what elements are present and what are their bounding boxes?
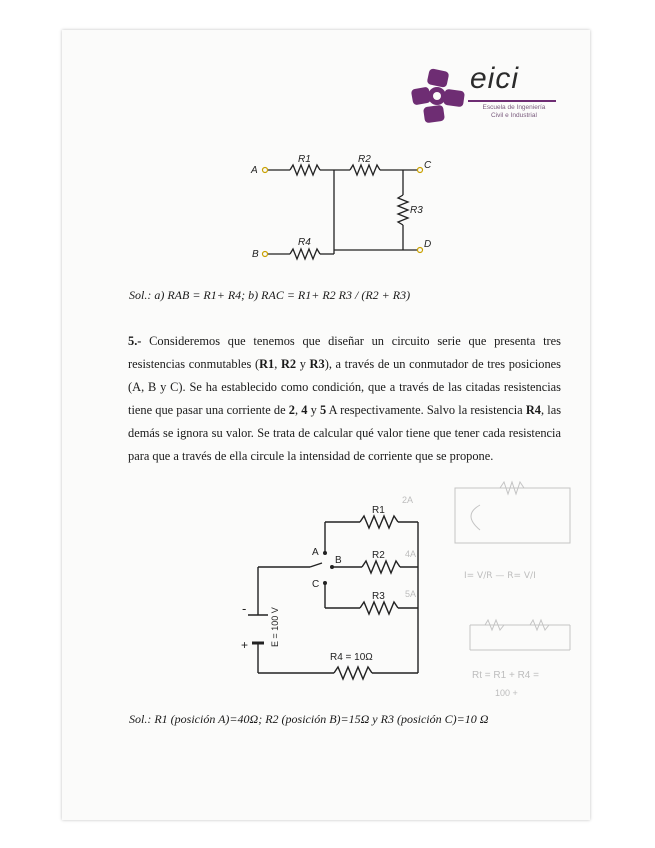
problem-text: Consideremos que tenemos que diseñar un circuito serie que presenta tres resistencias conmutables (: [128, 334, 561, 371]
terminal-d-label: D: [424, 239, 432, 250]
c2-r3-label: R3: [372, 591, 385, 602]
handwritten-sketches: [450, 460, 580, 700]
logo-subtitle: [472, 104, 556, 120]
c2-resistor-r1: [360, 516, 398, 528]
switch-pos-a: A: [312, 547, 319, 558]
problem-sep: y: [307, 403, 320, 417]
hw-current-4a: 4A: [405, 549, 417, 559]
c2-r2-label: R2: [372, 550, 385, 561]
resistor-r4: [290, 249, 320, 259]
eici-logo: [410, 62, 560, 128]
logo-wordmark: eici: [470, 62, 520, 95]
circuit-diagram-2: [230, 495, 440, 695]
resistor-r3: [398, 195, 408, 225]
logo-subtitle-line2: Civil e Industrial: [491, 112, 537, 119]
logo-rule: [468, 100, 556, 102]
terminal-c-node: [418, 168, 423, 173]
switch-contact-c: [323, 581, 327, 585]
c2-r1-label: R1: [372, 505, 385, 516]
problem-text: A respectivamente. Salvo la resistencia: [326, 403, 526, 417]
terminal-c-label: C: [424, 160, 432, 171]
battery-minus: -: [242, 601, 247, 616]
problem-r2: R2: [280, 357, 297, 371]
problem-current-2: 4: [301, 403, 308, 417]
circuit-diagram-1: [240, 150, 440, 265]
problem-sep: ,: [294, 403, 302, 417]
problem-current-1: 2: [288, 403, 295, 417]
terminal-b-node: [263, 252, 268, 257]
problem-r3: R3: [309, 357, 325, 371]
c2-resistor-r3: [360, 602, 398, 614]
problem-sep: ,: [274, 357, 281, 371]
switch-pos-c: C: [312, 579, 320, 590]
logo-subtitle-line1: Escuela de Ingeniería: [482, 104, 546, 111]
terminal-a-node: [263, 168, 268, 173]
hw-hundred: 100 +: [495, 688, 518, 698]
switch-pos-b: B: [335, 555, 342, 566]
r1-label: R1: [298, 154, 311, 165]
switch-contact-b: [330, 565, 334, 569]
r3-label: R3: [410, 205, 423, 216]
r4-label: R4: [298, 237, 311, 248]
hw-ohm-law: I= V/R — R= V/I: [464, 571, 536, 581]
terminal-a-label: A: [251, 165, 258, 176]
problem-5-paragraph: [128, 330, 561, 468]
c2-r4-label: R4 = 10Ω: [330, 652, 373, 663]
problem-sep: y: [296, 357, 310, 371]
solution-2: Sol.: R1 (posición A)=40Ω; R2 (posición B)=15Ω y R3 (posición C)=10 Ω: [129, 712, 489, 726]
problem-current-3: 5: [319, 403, 327, 417]
resistor-r2: [350, 165, 380, 175]
source-label: E = 100 V: [270, 607, 280, 647]
c2-resistor-r4: [334, 667, 372, 679]
hw-current-2a: 2A: [402, 495, 414, 505]
problem-text: , las demás se ignora su valor. Se trata de calcular qué valor tiene que tener cada resistencia para que a través de ella circule la intensidad de corriente que se propone.: [128, 403, 562, 463]
c2-resistor-r2: [362, 561, 400, 573]
hw-sum: Rt = R1 + R4 =: [472, 670, 539, 681]
terminal-d-node: [418, 248, 423, 253]
logo-flower-icon: [410, 68, 468, 126]
problem-r1: R1: [259, 357, 275, 371]
solution-1: Sol.: a) RAB = R1+ R4; b) RAC = R1+ R2 R3 / (R2 + R3): [129, 288, 411, 302]
terminal-b-label: B: [252, 249, 259, 260]
problem-number: 5.-: [128, 334, 142, 348]
switch-contact-a: [323, 551, 327, 555]
problem-r4: R4: [525, 403, 541, 417]
switch-arm: [310, 563, 322, 567]
battery-plus: +: [241, 638, 249, 652]
problem-text: ), a través de un conmutador de tres posiciones (A, B y C). Se ha establecido como condición, que a través de las citadas resistencias tiene que pasar una corriente de: [128, 357, 562, 417]
hw-current-5a: 5A: [405, 589, 417, 599]
r2-label: R2: [358, 154, 371, 165]
resistor-r1: [290, 165, 320, 175]
